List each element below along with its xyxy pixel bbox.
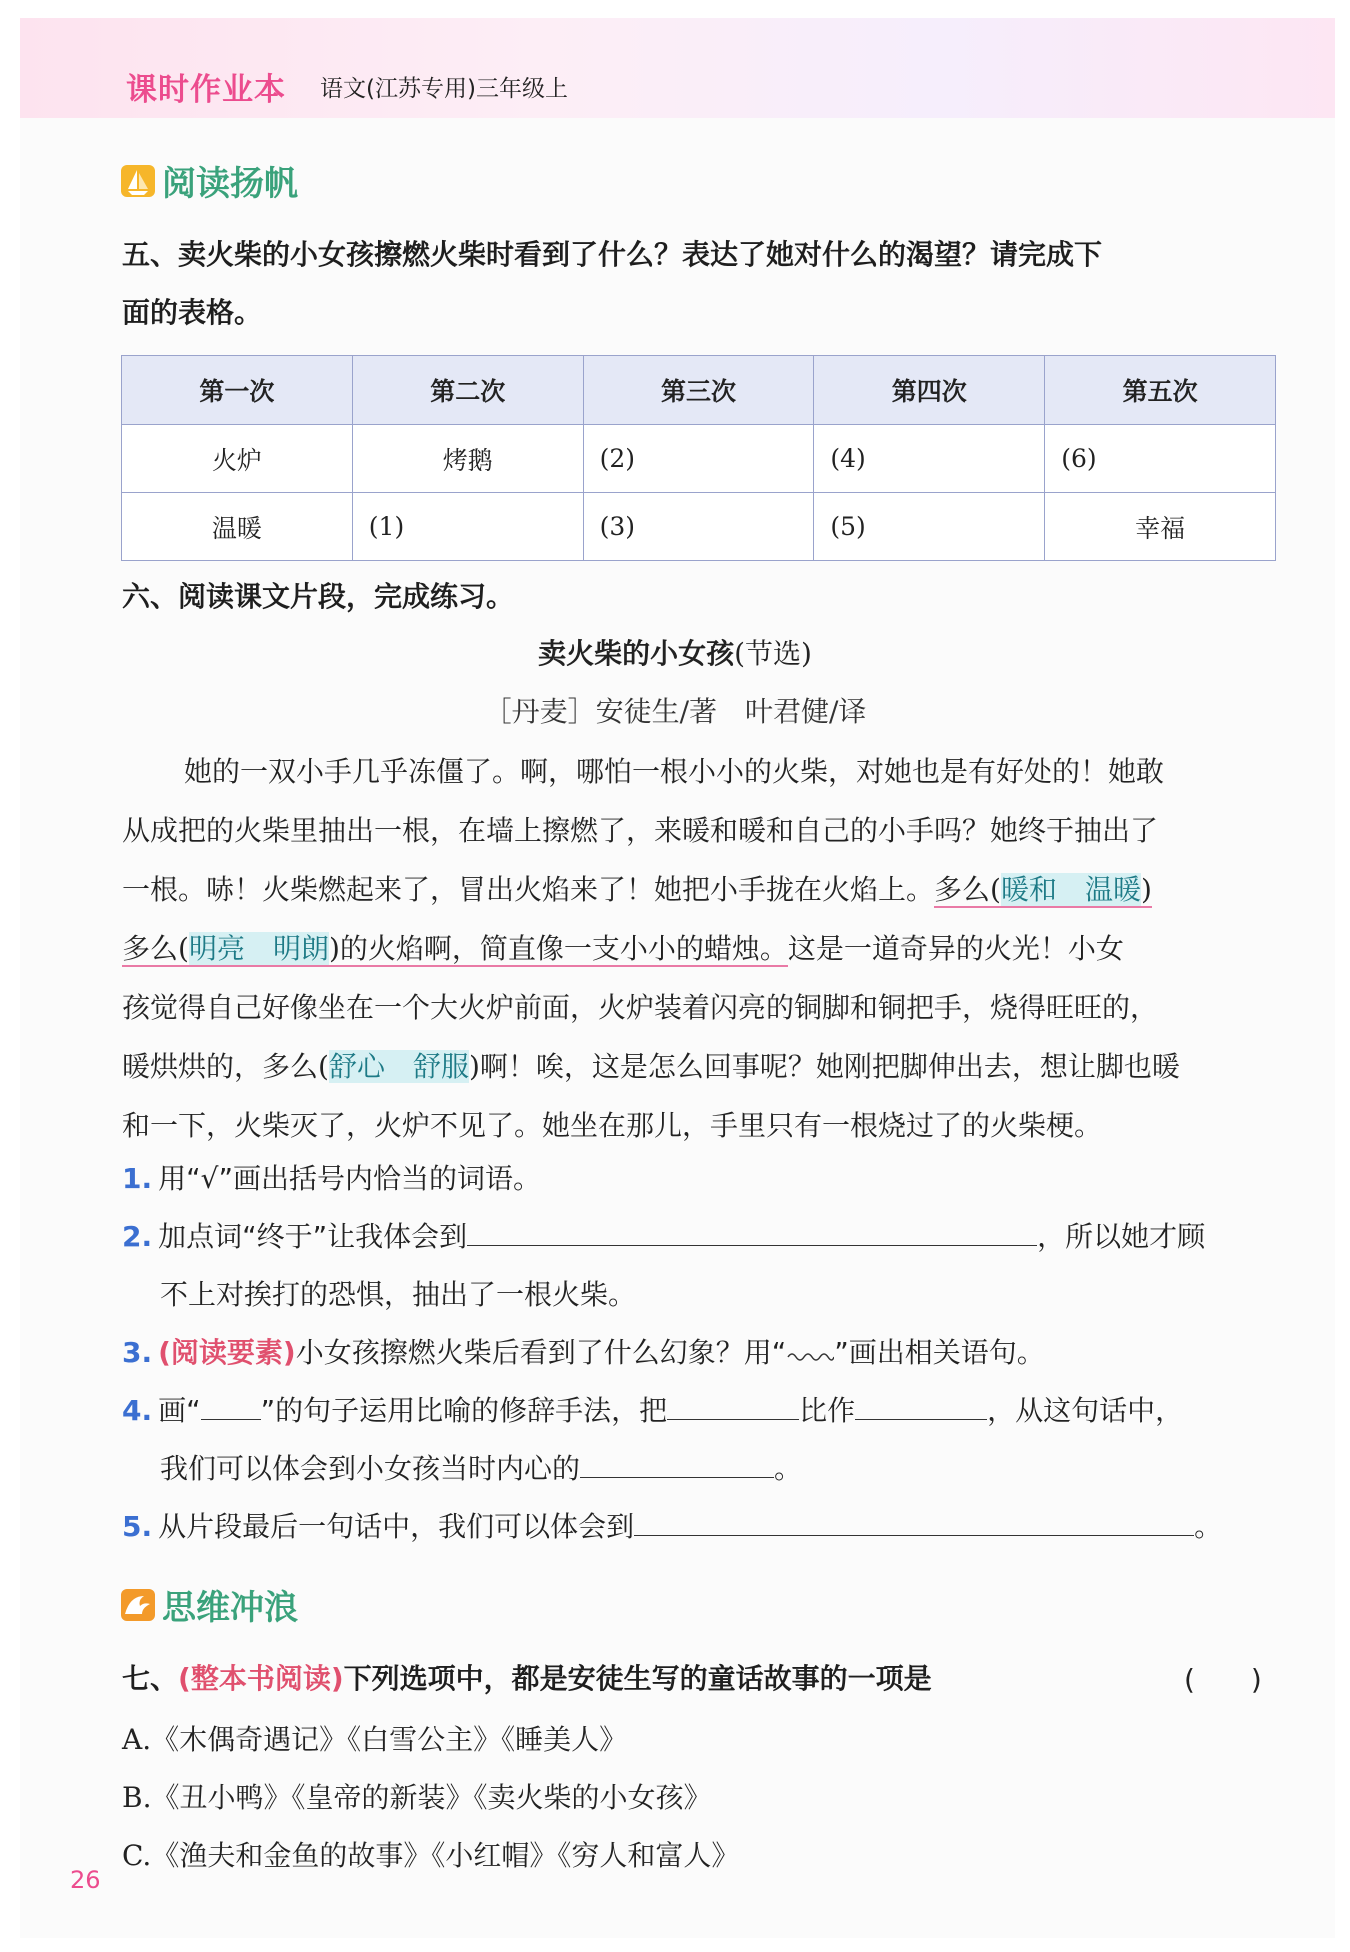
- subject-title: 语文(江苏专用)三年级上: [320, 76, 568, 102]
- page-number: 26: [70, 1866, 101, 1894]
- word-choice-1[interactable]: 暖和 温暖: [1000, 873, 1141, 906]
- item-number: 2.: [122, 1220, 153, 1253]
- answer-blank[interactable]: [667, 1389, 799, 1420]
- table-cell: 幸福: [1045, 493, 1276, 561]
- q6-title: 六、阅读课文片段，完成练习。: [122, 580, 515, 613]
- answer-cell[interactable]: (6): [1045, 425, 1276, 493]
- table-row: [122, 425, 1276, 493]
- table-cell: 温暖: [122, 493, 353, 561]
- q5-line2: 面的表格。: [122, 296, 263, 329]
- whole-book-tag: (整本书阅读): [178, 1662, 344, 1695]
- underlined-sentence: [122, 932, 788, 967]
- item-text-cont: 不上对挨打的恐惧，抽出了一根火柴。: [160, 1278, 637, 1311]
- table-row: [122, 493, 1276, 561]
- passage-author: ［丹麦］安徒生/著 叶君健/译: [483, 695, 867, 728]
- table-cell: 火炉: [122, 425, 353, 493]
- passage-text: 这是一道奇异的火光！小女: [787, 932, 1124, 965]
- section-thinking: [120, 1580, 298, 1629]
- underlined-sentence: [934, 873, 1152, 908]
- q6-item-5: [122, 1498, 1222, 1556]
- option-a[interactable]: A.《木偶奇遇记》《白雪公主》《睡美人》: [122, 1723, 628, 1756]
- table-header: 第二次: [352, 356, 583, 425]
- word-choice-3[interactable]: 舒心 舒服: [328, 1050, 469, 1083]
- answer-cell[interactable]: (1): [352, 493, 583, 561]
- answer-cell[interactable]: (3): [583, 493, 814, 561]
- table-header: 第四次: [814, 356, 1045, 425]
- passage-line: [122, 860, 1282, 919]
- wavy-line-icon: [786, 1347, 834, 1361]
- reading-element-tag: (阅读要素): [158, 1336, 296, 1369]
- item-text: 。: [774, 1452, 803, 1485]
- item-text: 。: [1194, 1510, 1223, 1543]
- answer-blank[interactable]: [467, 1215, 1037, 1246]
- passage-line: [122, 919, 1282, 978]
- q5-line1: 五、卖火柴的小女孩擦燃火柴时看到了什么？表达了她对什么的渴望？请完成下: [122, 238, 1103, 271]
- item-text: ，从这句话中，: [987, 1394, 1184, 1427]
- table-header: 第五次: [1045, 356, 1276, 425]
- item-number: 5.: [122, 1510, 153, 1543]
- item-number: 3.: [122, 1336, 153, 1369]
- option-c[interactable]: C.《渔夫和金鱼的故事》《小红帽》《穷人和富人》: [122, 1839, 740, 1872]
- item-text: 画“: [158, 1394, 201, 1427]
- q5-table: [121, 355, 1276, 561]
- answer-cell[interactable]: (2): [583, 425, 814, 493]
- passage-text: 多么(: [934, 873, 1001, 906]
- q7-question: [122, 1650, 932, 1708]
- answer-paren[interactable]: ( ): [1184, 1663, 1262, 1696]
- answer-blank[interactable]: [634, 1505, 1194, 1536]
- q6-item-4-cont: [160, 1440, 802, 1498]
- passage-body: [122, 742, 1282, 1155]
- passage-title-note: (节选): [734, 637, 812, 670]
- q6-item-4: [122, 1382, 1183, 1440]
- item-text: 小女孩擦燃火柴后看到了什么幻象？用“: [295, 1336, 787, 1369]
- answer-blank[interactable]: [855, 1389, 987, 1420]
- item-text: 用“√”画出括号内恰当的词语。: [158, 1162, 541, 1195]
- q7-text: 下列选项中，都是安徒生写的童话故事的一项是: [343, 1662, 932, 1695]
- passage-line: 和一下，火柴灭了，火炉不见了。她坐在那儿，手里只有一根烧过了的火柴梗。: [122, 1109, 1103, 1142]
- passage-line: 她的一双小手几乎冻僵了。啊，哪怕一根小小的火柴，对她也是有好处的！她敢: [184, 755, 1165, 788]
- table-header: 第一次: [122, 356, 353, 425]
- passage-text: 暖烘烘的，多么(: [122, 1050, 329, 1083]
- table-cell: 烤鹅: [352, 425, 583, 493]
- q7-prefix: 七、: [122, 1662, 179, 1695]
- section-thinking-label: 思维冲浪: [162, 1588, 298, 1628]
- table-header-row: [122, 356, 1276, 425]
- item-number: 4.: [122, 1394, 153, 1427]
- item-text: 我们可以体会到小女孩当时内心的: [160, 1452, 581, 1485]
- section-reading: [120, 156, 298, 205]
- wave-surf-icon: [120, 1588, 156, 1622]
- passage-text: 多么(: [122, 932, 189, 965]
- item-number: 1.: [122, 1162, 153, 1195]
- answer-blank[interactable]: [580, 1447, 774, 1478]
- passage-text: 一根。哧！火柴燃起来了，冒出火焰来了！她把小手拢在火焰上。: [122, 873, 935, 906]
- item-text: 比作: [799, 1394, 856, 1427]
- passage-text: )的火焰啊，简直像一支小小的蜡烛。: [328, 932, 788, 965]
- option-b[interactable]: B.《丑小鸭》《皇帝的新装》《卖火柴的小女孩》: [122, 1781, 712, 1814]
- q6-item-2: [122, 1208, 1205, 1266]
- q6-item-3: [122, 1324, 1045, 1382]
- word-choice-2[interactable]: 明亮 明朗: [188, 932, 329, 965]
- section-reading-label: 阅读扬帆: [162, 164, 298, 204]
- item-text: ，所以她才顾: [1037, 1220, 1206, 1253]
- sail-icon: [120, 164, 156, 198]
- passage-title: [0, 632, 1350, 672]
- passage-line: 从成把的火柴里抽出一根，在墙上擦燃了，来暖和暖和自己的小手吗？她终于抽出了: [122, 814, 1159, 847]
- item-text: 加点词“终于”让我体会到: [158, 1220, 468, 1253]
- item-text: 从片段最后一句话中，我们可以体会到: [158, 1510, 635, 1543]
- brand-title: 课时作业本: [126, 72, 286, 108]
- underline-mark: [201, 1389, 261, 1420]
- passage-line: 孩觉得自己好像坐在一个大火炉前面，火炉装着闪亮的铜脚和铜把手，烧得旺旺的，: [122, 991, 1159, 1024]
- item-text: ”画出相关语句。: [834, 1336, 1045, 1369]
- passage-line: [122, 1037, 1282, 1096]
- passage-text: ): [1140, 873, 1152, 906]
- passage-title-text: 卖火柴的小女孩: [538, 637, 735, 670]
- passage-text: )啊！唉，这是怎么回事呢？她刚把脚伸出去，想让脚也暖: [468, 1050, 1180, 1083]
- answer-cell[interactable]: (4): [814, 425, 1045, 493]
- item-text: ”的句子运用比喻的修辞手法，把: [260, 1394, 668, 1427]
- answer-cell[interactable]: (5): [814, 493, 1045, 561]
- q6-item-1: [122, 1150, 541, 1208]
- table-header: 第三次: [583, 356, 814, 425]
